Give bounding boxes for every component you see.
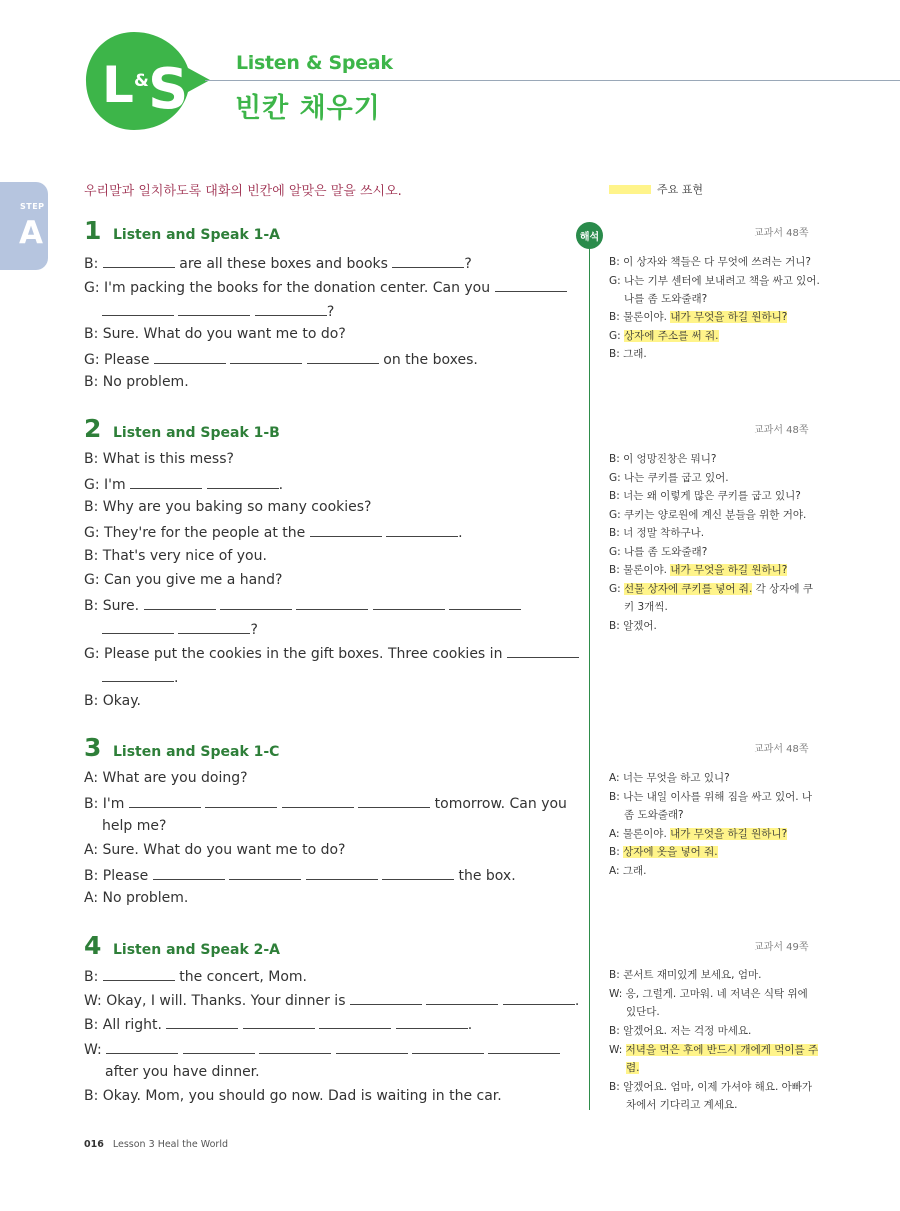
answer-blank[interactable] — [103, 254, 175, 268]
translation-line: B: 너는 왜 이렇게 많은 쿠키를 굽고 있니? — [609, 490, 801, 502]
answer-blank[interactable] — [166, 1015, 238, 1029]
dialogue-line: B: Sure. What do you want me to do? — [84, 326, 346, 342]
dialogue-line: A: No problem. — [84, 890, 189, 906]
section-title: Listen and Speak 2-A — [113, 942, 281, 958]
translation-line: A: 너는 무엇을 하고 있니? — [609, 772, 730, 784]
translation-line: G: 쿠키는 양로원에 계신 분들을 위한 거야. — [609, 509, 807, 521]
key-expression: 선물 상자에 쿠키를 넣어 줘. — [624, 583, 753, 595]
key-expression: 상자에 주소를 써 줘. — [624, 330, 719, 342]
legend — [609, 181, 703, 197]
section-4-heading — [84, 931, 280, 960]
translation-line: G: 나는 기부 센터에 보내려고 책을 싸고 있어. — [609, 275, 820, 287]
translation-line: A: 물론이야. 내가 무엇을 하길 원하니? — [609, 828, 788, 840]
answer-blank[interactable] — [183, 1040, 255, 1054]
answer-blank[interactable] — [154, 350, 226, 364]
answer-blank[interactable] — [178, 620, 250, 634]
answer-blank[interactable] — [220, 596, 292, 610]
dialogue-line: B: Please the box. — [84, 868, 516, 884]
translation-line: B: 이 엉망진창은 뭐니? — [609, 453, 717, 465]
translation-line: 좀 도와줄래? — [624, 809, 684, 821]
textbook-ref: 교과서 49쪽 — [754, 942, 809, 953]
dialogue-line: B: No problem. — [84, 374, 189, 390]
answer-blank[interactable] — [103, 967, 175, 981]
instruction: 우리말과 일치하도록 대화의 빈칸에 알맞은 말을 쓰시오. — [84, 184, 402, 199]
answer-blank[interactable] — [102, 620, 174, 634]
key-expression: 상자에 옷을 넣어 줘. — [623, 846, 718, 858]
answer-blank[interactable] — [282, 794, 354, 808]
page-footer — [84, 1139, 228, 1150]
dialogue-line: A: What are you doing? — [84, 770, 248, 786]
section-number: 2 — [84, 414, 102, 443]
section-title: Listen and Speak 1-A — [113, 227, 281, 243]
svg-text:S: S — [148, 57, 189, 122]
dialogue-line: B: I'm tomorrow. Can you — [84, 796, 567, 812]
translation-line: G: 나를 좀 도와줄래? — [609, 546, 708, 558]
highlight-swatch — [609, 185, 651, 194]
column-divider — [589, 240, 590, 1110]
translation-line: B: 알겠어. — [609, 620, 657, 632]
translation-badge: 해석 — [576, 222, 603, 249]
answer-blank[interactable] — [130, 475, 202, 489]
translation-line: W: 저녁을 먹은 후에 반드시 개에게 먹이를 주 — [609, 1044, 819, 1056]
answer-blank[interactable] — [230, 350, 302, 364]
dialogue-line: B: are all these boxes and books ? — [84, 256, 472, 272]
translation-line: B: 너 정말 착하구나. — [609, 527, 705, 539]
dialogue-line: B: the concert, Mom. — [84, 969, 307, 985]
legend-label: 주요 표현 — [657, 183, 704, 196]
answer-blank[interactable] — [259, 1040, 331, 1054]
textbook-ref: 교과서 48쪽 — [754, 425, 809, 436]
answer-blank[interactable] — [310, 523, 382, 537]
translation-line: B: 알겠어요. 엄마, 이제 가셔야 해요. 아빠가 — [609, 1081, 813, 1093]
textbook-ref: 교과서 48쪽 — [754, 228, 809, 239]
translation-line: 차에서 기다리고 계세요. — [626, 1099, 738, 1111]
translation-line: G: 상자에 주소를 써 줘. — [609, 330, 719, 342]
dialogue-line: ? — [102, 302, 334, 320]
translation-line: G: 선물 상자에 쿠키를 넣어 줘. 각 상자에 쿠 — [609, 583, 814, 595]
translation-line: B: 그래. — [609, 348, 647, 360]
dialogue-line: G: Please on the boxes. — [84, 352, 478, 368]
translation-line: G: 나는 쿠키를 굽고 있어. — [609, 472, 729, 484]
section-number: 1 — [84, 216, 102, 245]
translation-line: B: 물론이야. 내가 무엇을 하길 원하니? — [609, 311, 788, 323]
translation-line: B: 상자에 옷을 넣어 줘. — [609, 846, 718, 858]
answer-blank[interactable] — [503, 991, 575, 1005]
answer-blank[interactable] — [396, 1015, 468, 1029]
dialogue-line: G: I'm . — [84, 477, 284, 493]
section-2-heading — [84, 414, 280, 443]
key-expression: 내가 무엇을 하길 원하니? — [670, 564, 788, 576]
answer-blank[interactable] — [319, 1015, 391, 1029]
answer-blank[interactable] — [129, 794, 201, 808]
section-number: 3 — [84, 733, 102, 762]
header-rule — [205, 80, 900, 81]
answer-blank[interactable] — [350, 991, 422, 1005]
dialogue-line: B: What is this mess? — [84, 451, 234, 467]
answer-blank[interactable] — [382, 866, 454, 880]
translation-line: 키 3개씩. — [624, 601, 668, 613]
answer-blank[interactable] — [386, 523, 458, 537]
header-title-en: Listen & Speak — [236, 52, 393, 74]
answer-blank[interactable] — [307, 350, 379, 364]
answer-blank[interactable] — [205, 794, 277, 808]
answer-blank[interactable] — [373, 596, 445, 610]
dialogue-line: . — [102, 668, 178, 686]
translation-line: B: 나는 내일 이사를 위해 짐을 싸고 있어. 나 — [609, 791, 813, 803]
step-letter: A — [19, 215, 43, 251]
dialogue-line: G: I'm packing the books for the donation center. Can you — [84, 278, 567, 296]
translation-line: 나를 좀 도와줄래? — [624, 293, 708, 305]
dialogue-line: B: That's very nice of you. — [84, 548, 267, 564]
answer-blank[interactable] — [153, 866, 225, 880]
dialogue-line: G: Can you give me a hand? — [84, 572, 283, 588]
dialogue-line: W: — [84, 1040, 560, 1058]
lesson-label: Lesson 3 — [112, 1139, 155, 1150]
dialogue-line: B: All right. . — [84, 1017, 473, 1033]
answer-blank[interactable] — [507, 644, 579, 658]
dialogue-line: help me? — [102, 818, 167, 834]
key-expression: 저녁을 먹은 후에 반드시 개에게 먹이를 주 — [625, 1044, 819, 1056]
answer-blank[interactable] — [488, 1040, 560, 1054]
dialogue-line: W: Okay, I will. Thanks. Your dinner is . — [84, 993, 580, 1009]
step-label: STEP — [20, 202, 45, 211]
section-number: 4 — [84, 931, 102, 960]
answer-blank[interactable] — [358, 794, 430, 808]
section-title: Listen and Speak 1-B — [113, 425, 280, 441]
answer-blank[interactable] — [102, 302, 174, 316]
section-3-heading — [84, 733, 279, 762]
dialogue-line: A: Sure. What do you want me to do? — [84, 842, 346, 858]
translation-line: B: 물론이야. 내가 무엇을 하길 원하니? — [609, 564, 788, 576]
answer-blank[interactable] — [412, 1040, 484, 1054]
answer-blank[interactable] — [229, 866, 301, 880]
header-title-ko: 빈칸 채우기 — [235, 93, 381, 124]
answer-blank[interactable] — [102, 668, 174, 682]
answer-blank[interactable] — [144, 596, 216, 610]
translation-line: B: 콘서트 재미있게 보세요, 엄마. — [609, 969, 762, 981]
answer-blank[interactable] — [495, 278, 567, 292]
dialogue-line: B: Why are you baking so many cookies? — [84, 499, 372, 515]
ls-logo — [84, 30, 212, 132]
answer-blank[interactable] — [255, 302, 327, 316]
dialogue-line: B: Sure. — [84, 596, 521, 614]
key-expression: 렴. — [626, 1062, 640, 1074]
dialogue-line: B: Okay. — [84, 693, 141, 709]
dialogue-line: ? — [102, 620, 258, 638]
answer-blank[interactable] — [336, 1040, 408, 1054]
key-expression: 내가 무엇을 하길 원하니? — [670, 828, 788, 840]
page-number: 016 — [84, 1139, 104, 1150]
answer-blank[interactable] — [306, 866, 378, 880]
dialogue-line: G: Please put the cookies in the gift boxes. Three cookies in — [84, 644, 579, 662]
answer-blank[interactable] — [178, 302, 250, 316]
dialogue-line: after you have dinner. — [105, 1064, 260, 1080]
lesson-title: Heal the World — [157, 1139, 228, 1150]
dialogue-line: G: They're for the people at the . — [84, 525, 463, 541]
answer-blank[interactable] — [243, 1015, 315, 1029]
answer-blank[interactable] — [449, 596, 521, 610]
translation-line: 있단다. — [626, 1006, 660, 1018]
answer-blank[interactable] — [392, 254, 464, 268]
translation-line: B: 알겠어요. 저는 걱정 마세요. — [609, 1025, 752, 1037]
translation-line: A: 그래. — [609, 865, 647, 877]
answer-blank[interactable] — [296, 596, 368, 610]
key-expression: 내가 무엇을 하길 원하니? — [670, 311, 788, 323]
translation-line — [626, 1060, 639, 1075]
svg-text:&: & — [134, 71, 149, 91]
answer-blank[interactable] — [106, 1040, 178, 1054]
section-title: Listen and Speak 1-C — [113, 744, 280, 760]
dialogue-line: B: Okay. Mom, you should go now. Dad is waiting in the car. — [84, 1088, 502, 1104]
section-1-heading — [84, 216, 280, 245]
svg-text:L: L — [102, 56, 134, 114]
answer-blank[interactable] — [426, 991, 498, 1005]
translation-line: B: 이 상자와 책들은 다 무엇에 쓰려는 거니? — [609, 256, 811, 268]
answer-blank[interactable] — [207, 475, 279, 489]
translation-line: W: 응, 그럴게. 고마워. 네 저녁은 식탁 위에 — [609, 988, 808, 1000]
textbook-ref: 교과서 48쪽 — [754, 744, 809, 755]
